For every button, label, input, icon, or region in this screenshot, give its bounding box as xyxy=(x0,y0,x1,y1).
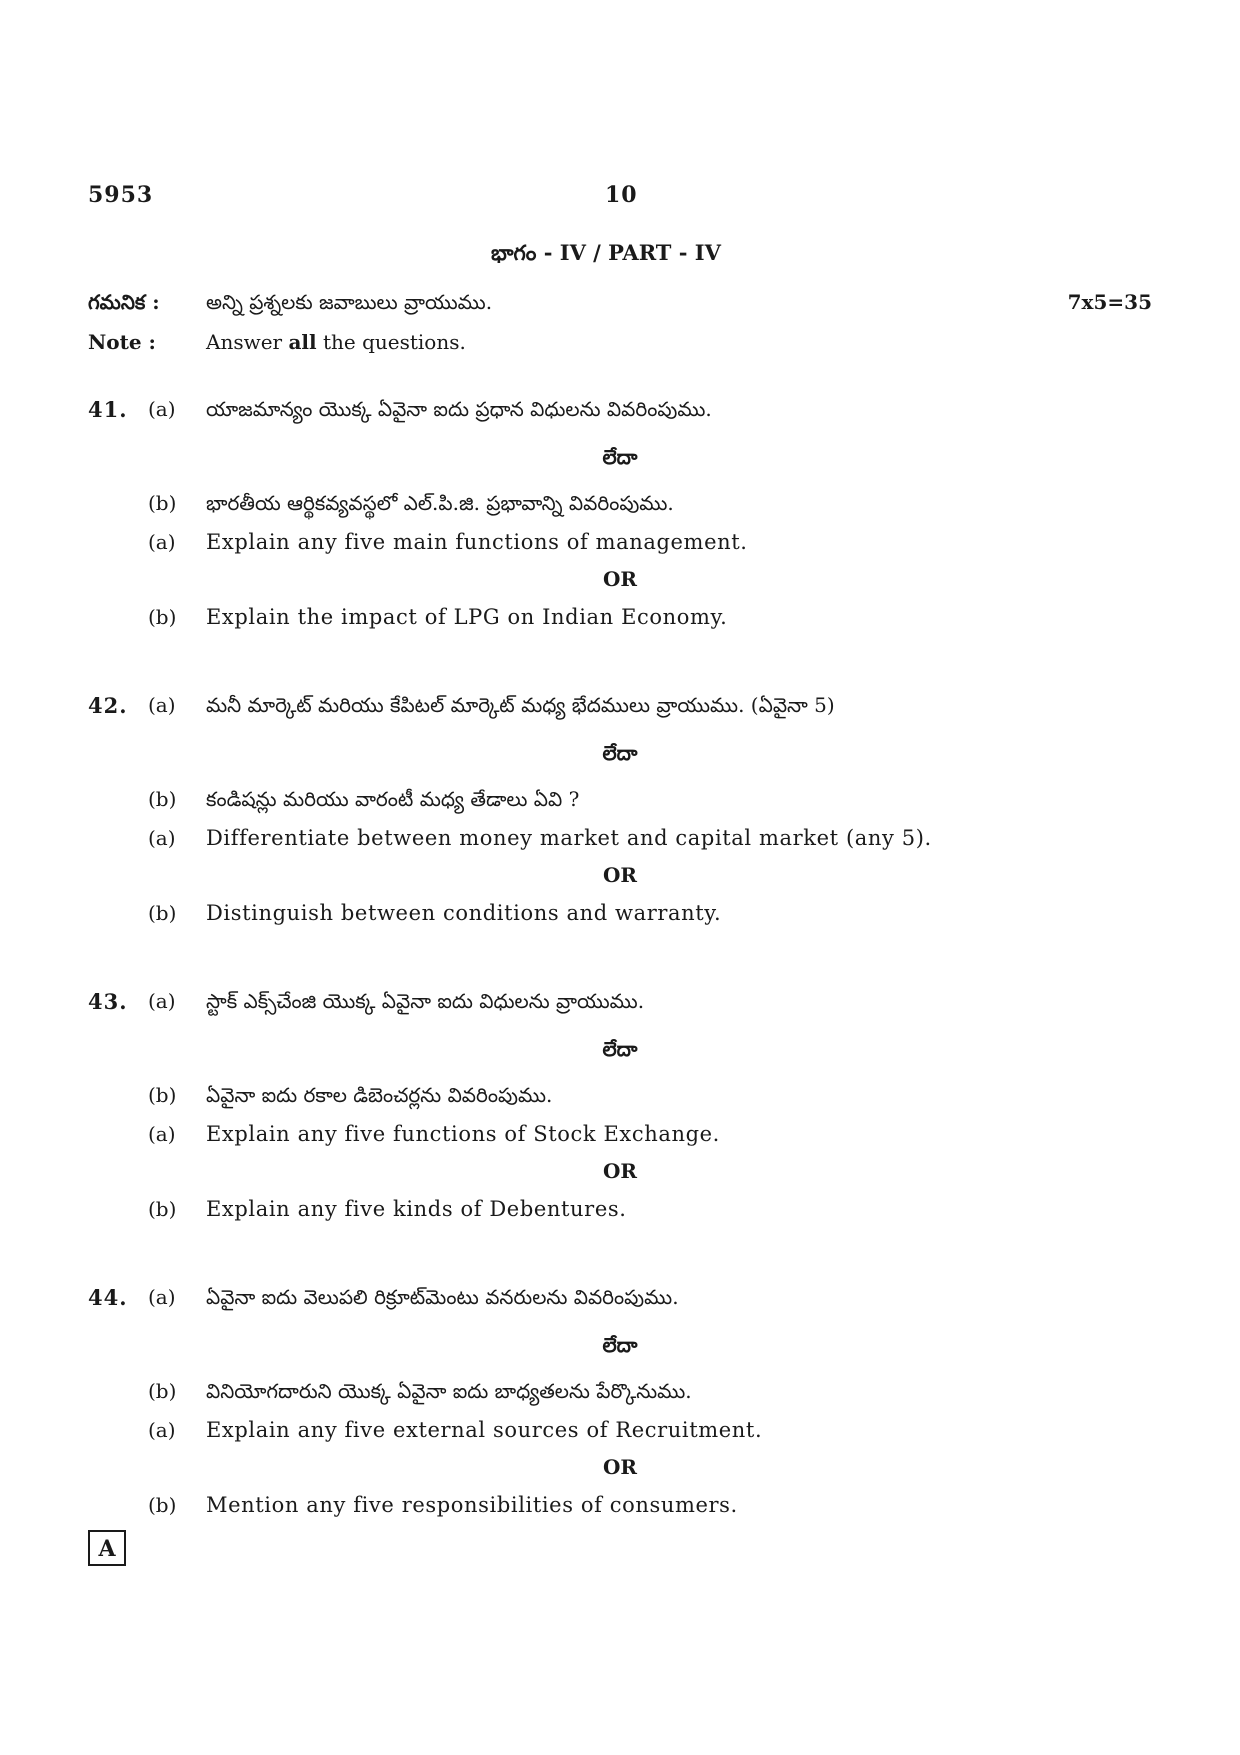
or-separator-english: OR xyxy=(602,567,638,591)
question-text-telugu-b: భారతీయ ఆర్థికవ్యవస్థలో ఎల్.పి.జి. ప్రభావాన్ని వివరింపుము. xyxy=(206,491,674,515)
option-label-a: (a) xyxy=(148,826,176,850)
question-number: 43. xyxy=(88,989,128,1014)
option-label-a: (a) xyxy=(148,693,176,717)
or-separator-english: OR xyxy=(602,1159,638,1183)
question-number: 41. xyxy=(88,397,128,422)
part-title: భాగం - IV / PART - IV xyxy=(491,240,721,265)
option-label-b: (b) xyxy=(148,605,177,629)
option-label-b: (b) xyxy=(148,491,177,515)
question-text-english-b: Explain any five kinds of Debentures. xyxy=(206,1197,627,1221)
option-label-b: (b) xyxy=(148,787,177,811)
or-separator-english: OR xyxy=(602,1455,638,1479)
marks-allocation: 7x5=35 xyxy=(1067,290,1152,314)
question-text-telugu-b: వినియోగదారుని యొక్క ఏవైనా ఐదు బాధ్యతలను పేర్కొనుము. xyxy=(206,1379,692,1403)
or-separator-telugu: లేదా xyxy=(602,1333,638,1357)
question-text-telugu-b: కండిషన్లు మరియు వారంటీ మధ్య తేడాలు ఏవి ? xyxy=(206,787,580,811)
question-text-english-b: Distinguish between conditions and warranty. xyxy=(206,901,722,925)
question-text-english-a: Explain any five functions of Stock Exchange. xyxy=(206,1122,720,1146)
instruction-text-english: Answer all the questions. xyxy=(206,330,466,354)
question-number: 42. xyxy=(88,693,128,718)
question-text-english-a: Explain any five external sources of Recruitment. xyxy=(206,1418,763,1442)
option-label-b: (b) xyxy=(148,1493,177,1517)
instruction-text-telugu: అన్ని ప్రశ్నలకు జవాబులు వ్రాయుము. xyxy=(206,290,493,314)
paper-series-stamp: A xyxy=(88,1530,126,1566)
paper-code: 5953 xyxy=(88,182,154,208)
page-number: 10 xyxy=(605,182,638,208)
or-separator-english: OR xyxy=(602,863,638,887)
instruction-label-english: Note : xyxy=(88,330,156,354)
or-separator-telugu: లేదా xyxy=(602,1037,638,1061)
option-label-a: (a) xyxy=(148,530,176,554)
option-label-b: (b) xyxy=(148,1197,177,1221)
question-text-telugu-b: ఏవైనా ఐదు రకాల డిబెంచర్లను వివరింపుము. xyxy=(206,1083,553,1107)
option-label-b: (b) xyxy=(148,901,177,925)
option-label-a: (a) xyxy=(148,1418,176,1442)
option-label-a: (a) xyxy=(148,1122,176,1146)
question-text-telugu-a: యాజమాన్యం యొక్క ఏవైనా ఐదు ప్రధాన విధులను వివరింపుము. xyxy=(206,397,712,421)
option-label-a: (a) xyxy=(148,397,176,421)
or-separator-telugu: లేదా xyxy=(602,445,638,469)
question-text-english-b: Mention any five responsibilities of consumers. xyxy=(206,1493,738,1517)
question-text-telugu-a: స్టాక్ ఎక్స్‌చేంజి యొక్క ఏవైనా ఐదు విధులను వ్రాయుము. xyxy=(206,989,645,1013)
question-text-english-a: Differentiate between money market and capital market (any 5). xyxy=(206,826,932,850)
or-separator-telugu: లేదా xyxy=(602,741,638,765)
option-label-a: (a) xyxy=(148,1285,176,1309)
question-number: 44. xyxy=(88,1285,128,1310)
instruction-label-telugu: గమనిక : xyxy=(88,290,160,314)
question-text-telugu-a: మనీ మార్కెట్ మరియు కేపిటల్ మార్కెట్ మధ్య భేదములు వ్రాయుము. (ఏవైనా 5) xyxy=(206,693,835,717)
question-text-english-b: Explain the impact of LPG on Indian Economy. xyxy=(206,605,728,629)
option-label-b: (b) xyxy=(148,1083,177,1107)
question-text-english-a: Explain any five main functions of management. xyxy=(206,530,748,554)
option-label-a: (a) xyxy=(148,989,176,1013)
question-text-telugu-a: ఏవైనా ఐదు వెలుపలి రిక్రూట్‌మెంటు వనరులను వివరింపుము. xyxy=(206,1285,679,1309)
option-label-b: (b) xyxy=(148,1379,177,1403)
